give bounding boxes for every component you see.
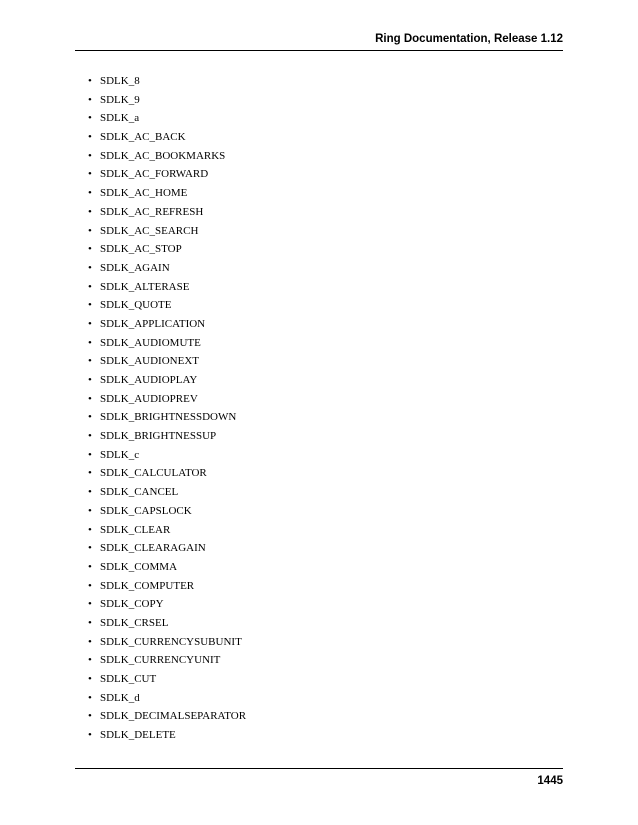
list-item-text: SDLK_c — [100, 448, 140, 461]
bullet-icon: • — [88, 579, 92, 592]
bullet-icon: • — [88, 336, 92, 349]
bullet-icon: • — [88, 430, 92, 443]
bullet-icon: • — [88, 411, 92, 424]
list-item-text: SDLK_CLEAR — [100, 523, 171, 536]
list-item-text: SDLK_AUDIOPREV — [100, 392, 198, 405]
bullet-icon: • — [88, 523, 92, 536]
list-item-text: SDLK_COPY — [100, 598, 164, 611]
bullet-icon: • — [88, 187, 92, 200]
list-item-text: SDLK_AUDIONEXT — [100, 355, 199, 368]
list-item-text: SDLK_CLEARAGAIN — [100, 542, 206, 555]
list-item-text: SDLK_AUDIOMUTE — [100, 336, 201, 349]
list-item-text: SDLK_BRIGHTNESSDOWN — [100, 411, 237, 424]
list-item-text: SDLK_CURRENCYUNIT — [100, 654, 221, 667]
bullet-icon: • — [88, 280, 92, 293]
bullet-icon: • — [88, 93, 92, 106]
list-item-text: SDLK_ALTERASE — [100, 280, 190, 293]
bullet-icon: • — [88, 673, 92, 685]
list-item-text: SDLK_8 — [100, 75, 140, 87]
list-item-text: SDLK_d — [100, 691, 140, 704]
list-item-text: SDLK_CAPSLOCK — [100, 504, 192, 517]
bullet-icon: • — [88, 168, 92, 181]
bullet-icon: • — [88, 149, 92, 162]
bullet-icon: • — [88, 374, 92, 386]
list-item-text: SDLK_CUT — [100, 673, 157, 685]
list-item-text: SDLK_AC_STOP — [100, 243, 182, 256]
bullet-icon: • — [88, 560, 92, 573]
bullet-icon: • — [88, 243, 92, 256]
list-item-text: SDLK_9 — [100, 93, 140, 106]
list-item-text: SDLK_AC_FORWARD — [100, 168, 209, 181]
bullet-icon: • — [88, 654, 92, 667]
list-item-text: SDLK_AC_BOOKMARKS — [100, 149, 226, 162]
bullet-icon: • — [88, 112, 92, 125]
bullet-icon: • — [88, 691, 92, 704]
document-title: Ring Documentation, Release 1.12 — [375, 33, 563, 45]
list-item-text: SDLK_DELETE — [100, 729, 176, 742]
bullet-icon: • — [88, 598, 92, 611]
bullet-icon: • — [88, 392, 92, 405]
list-item-text: SDLK_COMMA — [100, 560, 178, 573]
list-item-text: SDLK_CRSEL — [100, 616, 169, 629]
bullet-icon: • — [88, 261, 92, 274]
bullet-icon: • — [88, 635, 92, 648]
list-item-text: SDLK_AUDIOPLAY — [100, 374, 198, 386]
list-item-text: SDLK_AC_HOME — [100, 187, 188, 200]
bullet-icon: • — [88, 75, 92, 87]
list-item-text: SDLK_a — [100, 112, 140, 125]
list-item-text: SDLK_AC_BACK — [100, 131, 186, 144]
list-item-text: SDLK_CALCULATOR — [100, 467, 207, 480]
list-item-text: SDLK_QUOTE — [100, 299, 172, 312]
list-item-text: SDLK_COMPUTER — [100, 579, 195, 592]
bullet-icon: • — [88, 355, 92, 368]
bullet-icon: • — [88, 542, 92, 555]
list-item-text: SDLK_APPLICATION — [100, 317, 206, 330]
bullet-icon: • — [88, 616, 92, 629]
bullet-icon: • — [88, 729, 92, 742]
bullet-icon: • — [88, 710, 92, 723]
bullet-icon: • — [88, 317, 92, 330]
page-header — [75, 30, 563, 51]
list-item-text: SDLK_BRIGHTNESSUP — [100, 430, 217, 443]
bullet-icon: • — [88, 504, 92, 517]
bullet-icon: • — [88, 486, 92, 499]
page-number: 1445 — [537, 775, 563, 787]
bullet-icon: • — [88, 448, 92, 461]
bullet-icon: • — [88, 224, 92, 237]
bullet-icon: • — [88, 205, 92, 218]
list-item-text: SDLK_AC_REFRESH — [100, 205, 204, 218]
bullet-icon: • — [88, 299, 92, 312]
list-item-text: SDLK_AC_SEARCH — [100, 224, 199, 237]
list-item-text: SDLK_AGAIN — [100, 261, 170, 274]
list-item-text: SDLK_DECIMALSEPARATOR — [100, 710, 247, 723]
page-footer — [75, 768, 563, 789]
list-item-text: SDLK_CANCEL — [100, 486, 179, 499]
list-item-text: SDLK_CURRENCYSUBUNIT — [100, 635, 242, 648]
bullet-icon: • — [88, 467, 92, 480]
bullet-icon: • — [88, 131, 92, 144]
